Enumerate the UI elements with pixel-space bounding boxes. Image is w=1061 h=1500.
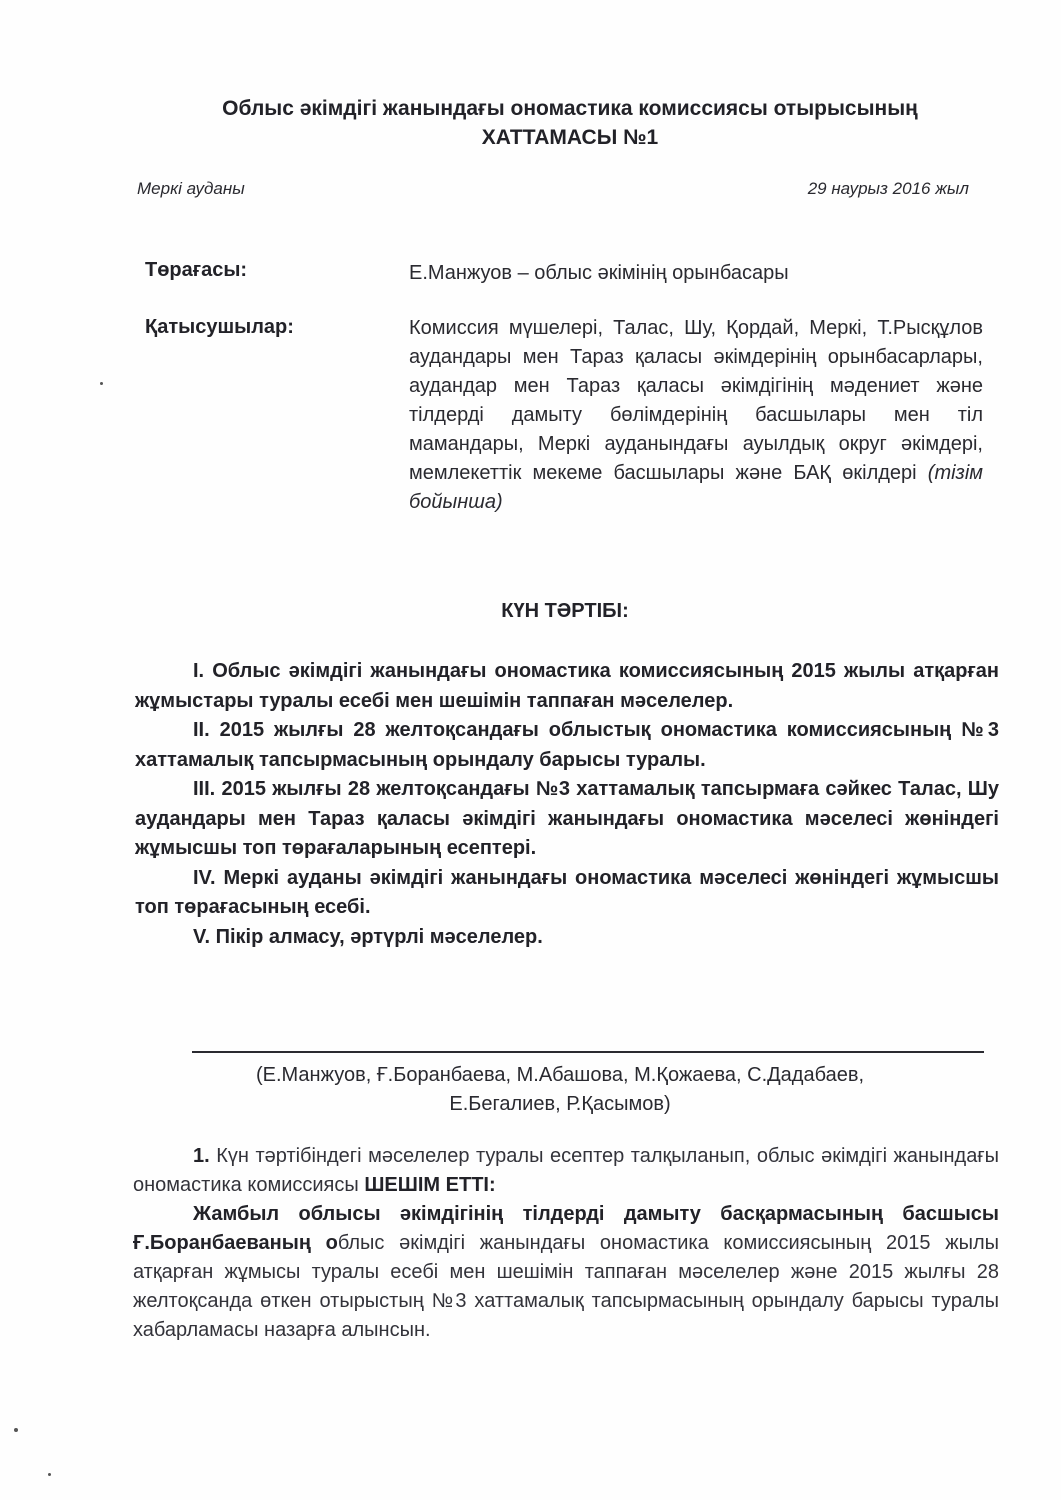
- decision-number: 1.: [193, 1145, 210, 1167]
- chair-value: Е.Манжуов – облыс әкімінің орынбасары: [409, 262, 789, 284]
- participants-note: (тізім бойынша): [409, 462, 984, 513]
- document-date: 29 наурыз 2016 жыл: [807, 179, 969, 198]
- decision-resolved: ШЕШІМ ЕТТІ:: [364, 1174, 496, 1196]
- agenda-item-4: IV. Меркі ауданы әкімдігі жанындағы ономастика мәселесі жөніндегі жұмысшы топ төрағасының есебі.: [135, 866, 999, 918]
- agenda-item-5: V. Пікір алмасу, әртүрлі мәселелер.: [193, 925, 543, 948]
- decision-paragraph-2: [133, 1200, 999, 1345]
- agenda-item-2: II. 2015 жылғы 28 желтоқсандағы облыстық ономастика комиссиясының №3 хаттамалық тапсырмасының орындалу барысы туралы.: [135, 719, 999, 771]
- scan-speck: [100, 382, 103, 385]
- participants-text: Комиссия мүшелері, Талас, Шу, Қордай, Меркі, Т.Рысқұлов аудандары мен Тараз қаласы әкімдерінің орынбасарлары, аудандар мен Тараз қаласы әкімдігінің мәдениет және тілдерді дамыту бөлімдерінің басшылары мен тіл мамандары, Меркі ауданындағы ауылдық округ әкімдері, мемлекеттік мекеме басшылары және БАҚ өкілдері: [409, 317, 983, 484]
- decision-paragraph-1: [133, 1142, 999, 1200]
- speakers-line-1: (Е.Манжуов, Ғ.Боранбаева, М.Абашова, М.Қожаева, С.Дадабаев,: [255, 1064, 865, 1086]
- title-line-2: ХАТТАМАСЫ №1: [481, 126, 659, 149]
- decision-intro: Күн тәртібіндегі мәселелер туралы есептер талқыланып, облыс әкімдігі жанындағы ономастика комиссиясы: [133, 1145, 999, 1196]
- scan-speck: [14, 1428, 18, 1432]
- decision-text: блыс әкімдігі жанындағы ономастика комиссиясының 2015 жылы атқарған жұмысы туралы есебі мен шешімін таппаған мәселелер және 2015 жылғы 28 желтоқсанда өткен отырыстың №3 хаттамалық тапсырмасының орындалу барысы туралы хабарламасы назарға алынсын.: [133, 1232, 999, 1341]
- document-title: [110, 94, 1030, 152]
- agenda-heading: КҮН ТӘРТІБІ:: [501, 600, 629, 622]
- scan-speck: [48, 1473, 51, 1476]
- agenda-item-1: I. Облыс әкімдігі жанындағы ономастика комиссиясының 2015 жылы атқарған жұмыстары туралы есебі мен шешімін таппаған мәселелер.: [135, 660, 999, 712]
- participants-value: [409, 314, 983, 517]
- speakers-line-2: Е.Бегалиев, Р.Қасымов): [449, 1093, 671, 1115]
- agenda-list: [135, 657, 999, 952]
- title-line-1: Облыс әкімдігі жанындағы ономастика комиссиясы отырысының: [222, 97, 918, 120]
- agenda-item-3: III. 2015 жылғы 28 желтоқсандағы №3 хаттамалық тапсырмаға сәйкес Талас, Шу аудандары мен Тараз қаласы әкімдігі жанындағы ономастика мәселесі жөніндегі жұмысшы топ төрағаларының есептері.: [135, 778, 999, 859]
- decision-section: [133, 1142, 999, 1345]
- decision-subject: Жамбыл облысы әкімдігінің тілдерді дамыту басқармасының басшысы Ғ.Боранбаеваның о: [133, 1203, 999, 1254]
- separator-line: [192, 1051, 984, 1053]
- document-location: Меркі ауданы: [137, 179, 245, 198]
- chair-label: Төрағасы:: [145, 259, 248, 281]
- speakers-list: [160, 1061, 960, 1119]
- participants-label: Қатысушылар:: [145, 316, 294, 338]
